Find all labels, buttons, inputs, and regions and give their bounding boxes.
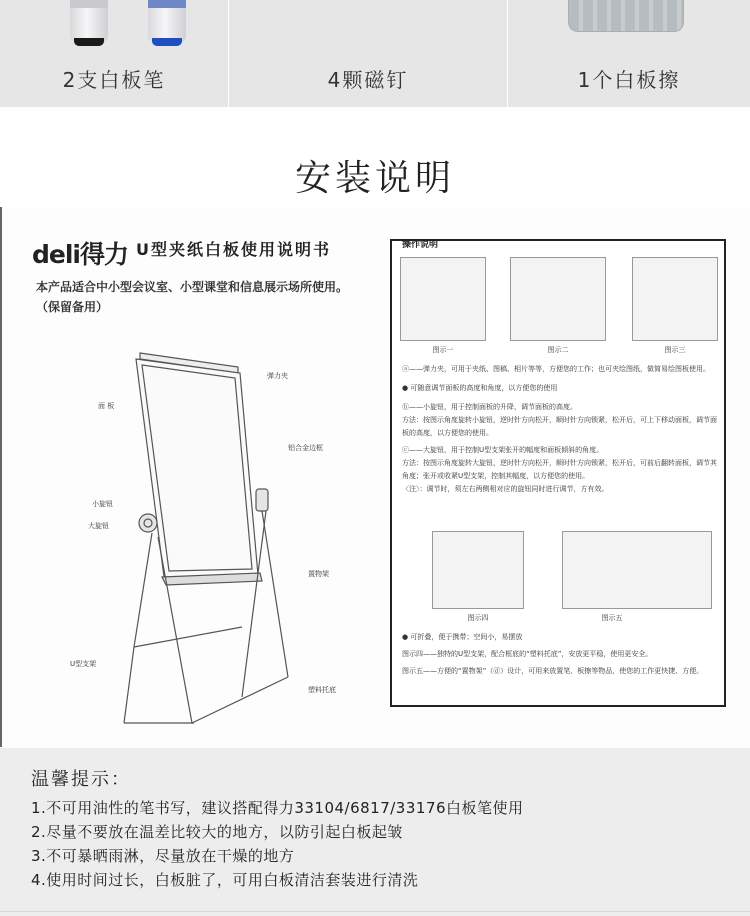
part-label-small-knob: 小旋钮	[92, 500, 113, 508]
ops-text-block-1	[402, 363, 720, 496]
ops-paragraph-note: 〈注〉：调节时，须左右两侧相对应的旋钮同时进行调节，方有效。	[402, 485, 609, 493]
accessory-eraser	[507, 0, 750, 107]
figure-3-caption: 图示三	[664, 346, 686, 354]
eraser-image	[568, 0, 684, 32]
accessory-label-markers: 2支白板笔	[62, 68, 166, 92]
tip-item: 3.不可暴晒雨淋，尽量放在干燥的地方	[31, 847, 295, 865]
tips-section	[0, 748, 750, 916]
part-label-tray: 置物架	[308, 570, 329, 578]
ops-paragraph-adjust: ● 可随意调节面板的高度和角度，以方便您的使用	[402, 384, 558, 392]
tips-list	[31, 796, 731, 892]
ops-paragraph-small-knob: ⓑ——小旋钮，用于控制面板的升降，调节面板的高度。	[402, 403, 577, 411]
manual-note-line-1: 本产品适合中小型会议室、小型课堂和信息展示场所使用。	[36, 280, 349, 294]
accessories-strip	[0, 0, 750, 107]
ops-paragraph-figure-4: 图示四——独特的U型支架，配合框底的“塑料托底”，安放更平稳，使用更安全。	[402, 650, 653, 658]
figure-1-image	[400, 257, 486, 341]
figure-3-image	[632, 257, 718, 341]
figure-4-image	[432, 531, 524, 609]
ops-paragraph-big-knob: ⓒ——大旋钮，用于控制U型支架张开的幅度和面板倾斜的角度。	[402, 446, 604, 454]
accessory-magnets	[228, 0, 507, 107]
figure-5-caption: 图示五	[601, 614, 623, 622]
accessory-label-eraser: 1个白板擦	[577, 68, 681, 92]
ops-paragraph-foldable: ● 可折叠，便于携带；空间小，易摆放	[402, 633, 523, 641]
tip-item: 4.使用时间过长，白板脏了，可用白板清洁套装进行清洗	[31, 871, 419, 889]
part-label-clip: 弹力夹	[267, 372, 288, 380]
divider	[0, 911, 750, 912]
part-label-u-stand: U型支架	[70, 660, 97, 668]
ops-paragraph-clip: ⓐ——弹力夹，可用于夹纸、图稿、相片等等，方便您的工作；也可夹绘图纸，做简易绘图板使用。	[402, 365, 710, 373]
part-label-foot: 塑料托底	[308, 686, 336, 694]
ops-title: 操作说明	[402, 240, 439, 250]
manual-note	[36, 277, 376, 317]
manual-title: U型夹纸白板使用说明书	[136, 240, 331, 259]
manual-note-line-2: （保留备用）	[36, 300, 109, 314]
deli-logo: deli得力	[32, 240, 128, 269]
blue-marker-image	[148, 0, 186, 42]
part-label-panel: 面 板	[98, 402, 115, 410]
tip-item: 1.不可用油性的笔书写，建议搭配得力33104/6817/33176白板笔使用	[31, 799, 524, 817]
ops-paragraph-figure-5: 图示五——方便的“置物架”（ⓓ）设计，可用来放置笔、板擦等物品，使您的工作更快捷、方便。	[402, 667, 704, 675]
part-label-frame: 铝合金边框	[288, 444, 323, 452]
accessory-label-magnets: 4颗磁钉	[327, 68, 409, 92]
figure-2-caption: 图示二	[547, 346, 569, 354]
ops-paragraph-small-knob-method: 方法：按图示角度旋转小旋钮，逆时针方向松开，顺时针方向锁紧，松开后，可上下移动面板，调节面板的高度，以方便您的使用。	[402, 416, 717, 437]
tip-item: 2.尽量不要放在温差比较大的地方，以防引起白板起皱	[31, 823, 403, 841]
ops-paragraph-big-knob-method: 方法：按图示角度旋转大旋钮，逆时针方向松开，顺时针方向锁紧，松开后，可前后翻转面板，调节其角度；张开或收紧U型支架，控制其幅度，以方便您的使用。	[402, 459, 717, 480]
whiteboard-diagram	[62, 337, 362, 727]
figure-5-image	[562, 531, 712, 609]
accessory-markers	[0, 0, 228, 107]
figure-4-caption: 图示四	[467, 614, 489, 622]
figure-1-caption: 图示一	[432, 346, 454, 354]
figure-2-image	[510, 257, 606, 341]
install-title: 安装说明	[294, 158, 455, 199]
part-label-big-knob: 大旋钮	[88, 522, 109, 530]
black-marker-image	[70, 0, 108, 42]
ops-text-block-2	[402, 631, 720, 678]
operation-instructions-box	[390, 239, 726, 707]
tips-title: 温馨提示：	[31, 769, 131, 790]
instruction-manual	[0, 207, 750, 747]
